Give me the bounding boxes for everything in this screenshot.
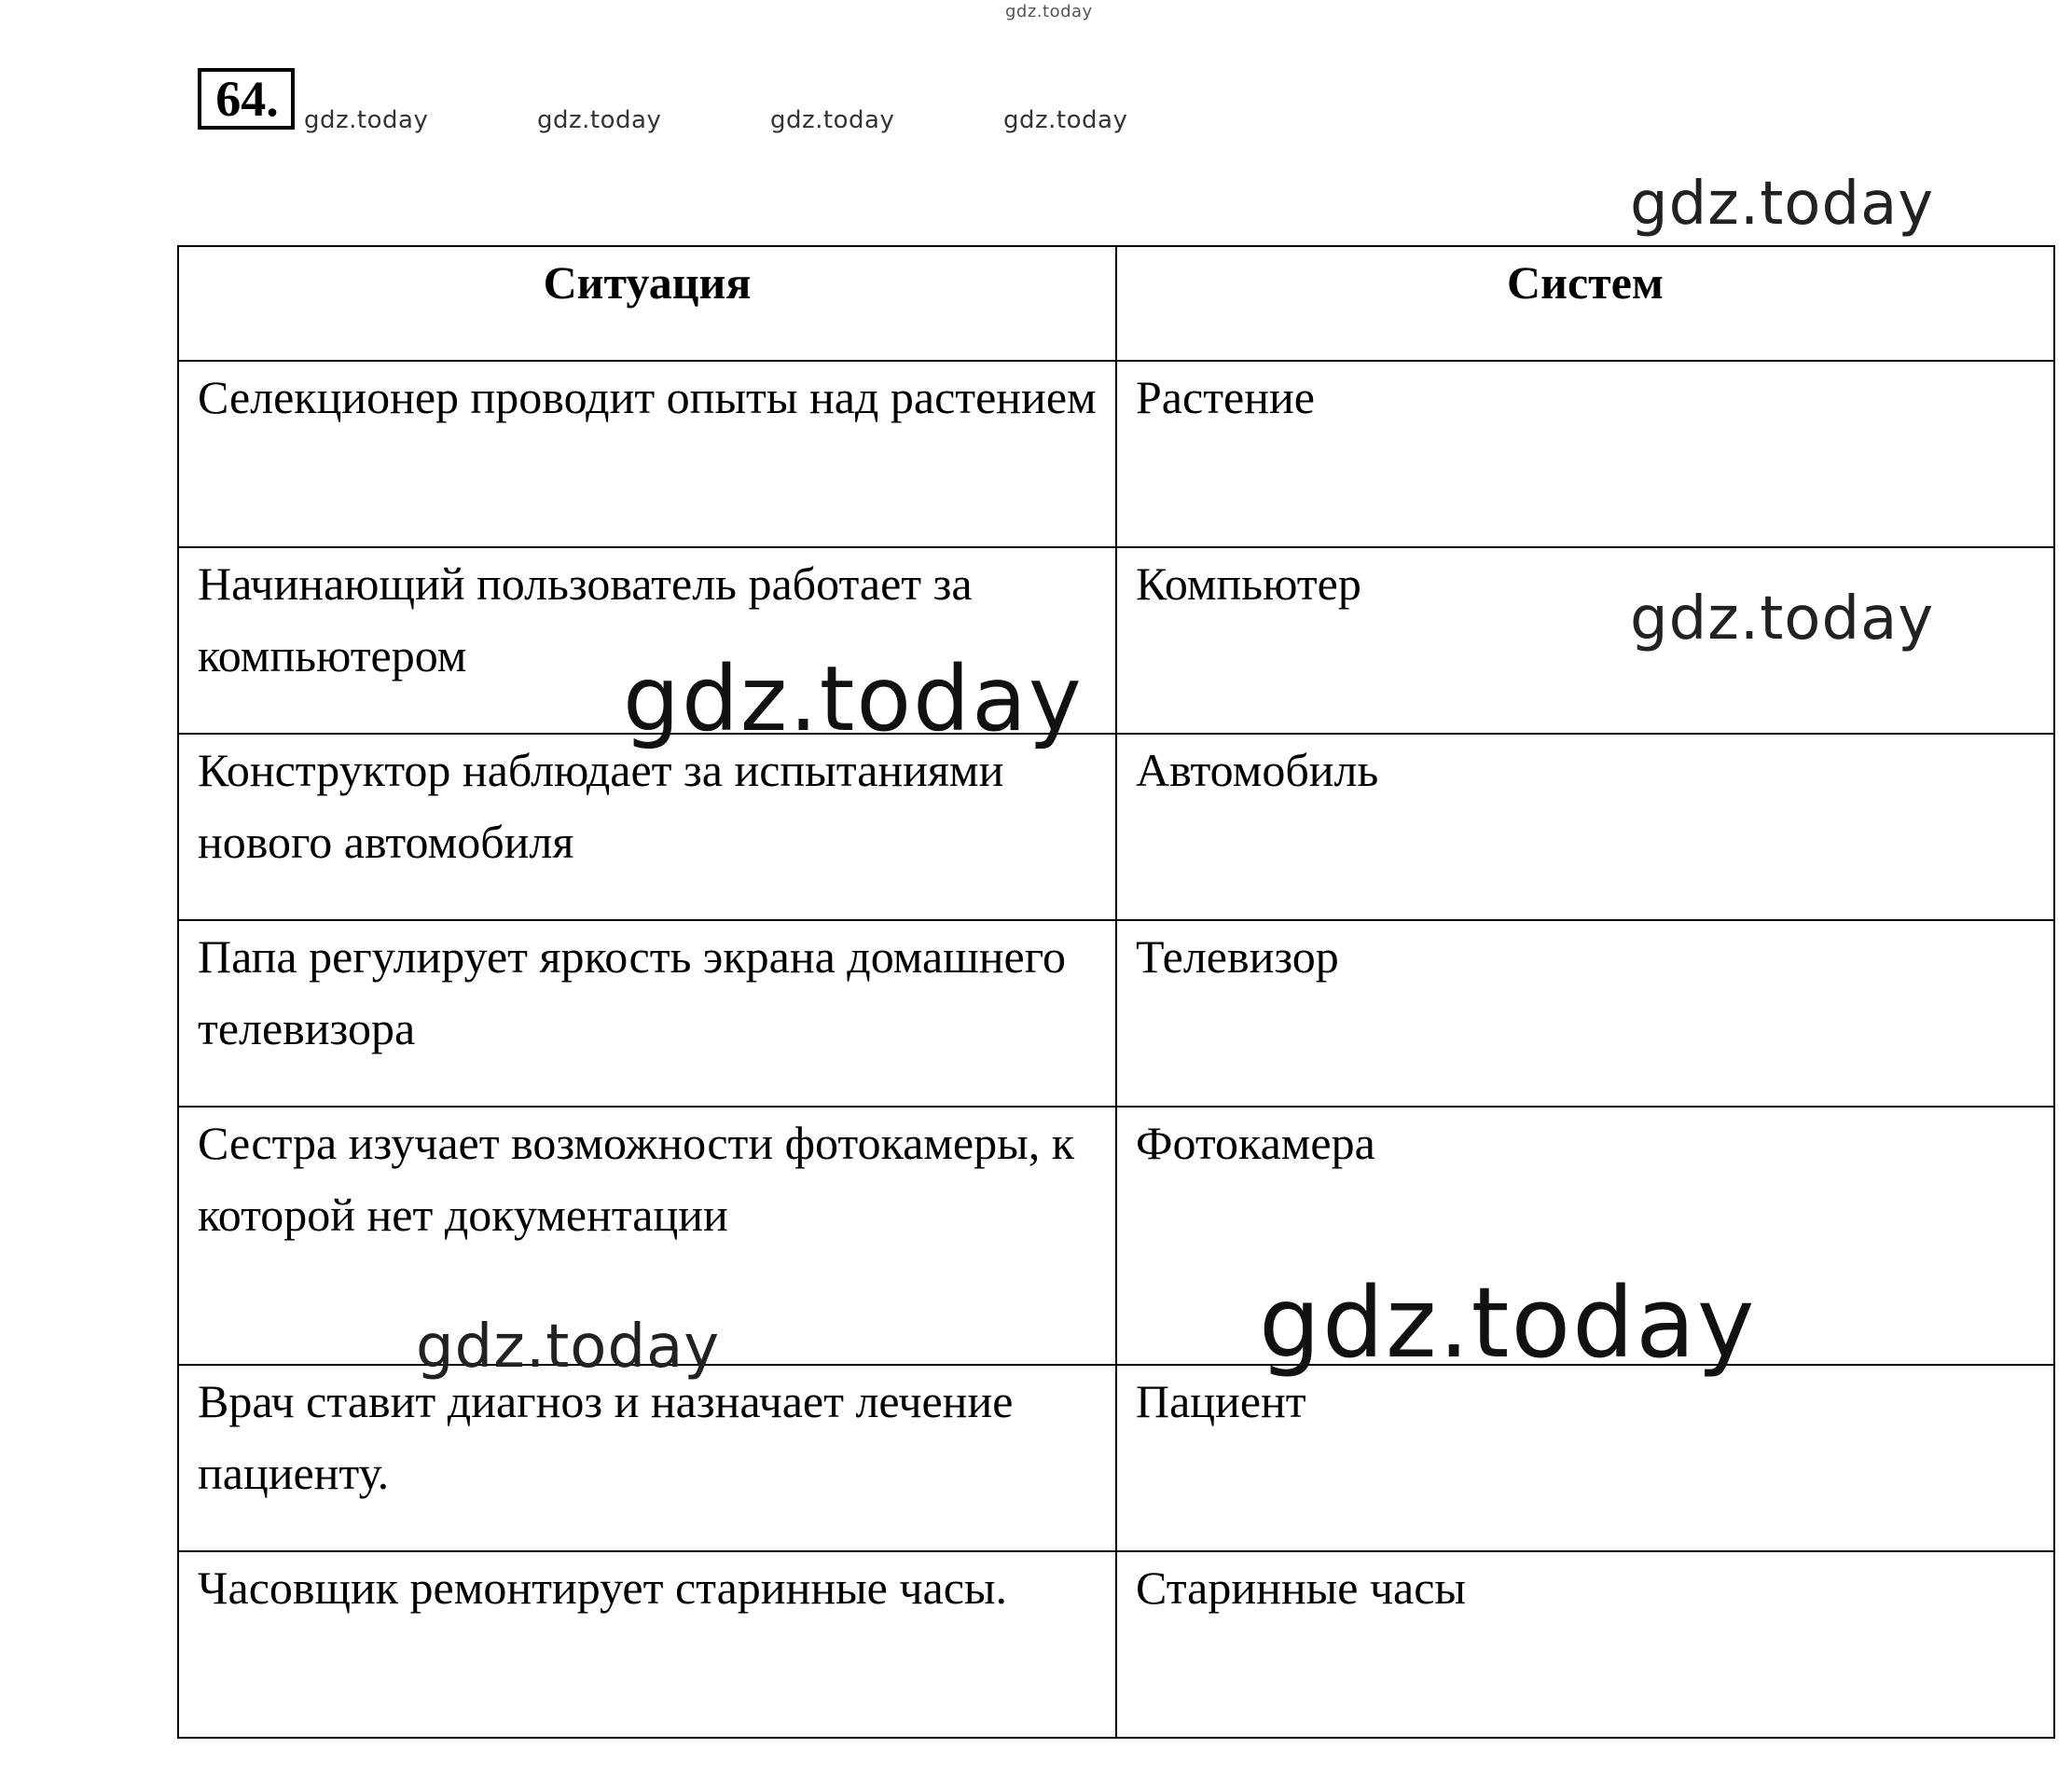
- watermark-header-4: gdz.today: [1003, 106, 1128, 134]
- table-row: [178, 1551, 2054, 1738]
- situation-cell: Врач ставит диагноз и назначает лечение пациенту.: [178, 1365, 1116, 1551]
- table-row: [178, 361, 2054, 547]
- situation-cell: Начинающий пользователь работает за компьютером: [178, 547, 1116, 734]
- watermark-center: gdz.today: [623, 647, 1084, 751]
- watermark-header-2: gdz.today: [537, 106, 662, 134]
- table-header-row: [178, 246, 2054, 361]
- table-row: [178, 1365, 2054, 1551]
- watermark-top: gdz.today: [1005, 2, 1093, 21]
- system-cell: Компьютер: [1116, 547, 2054, 734]
- situation-cell: Сестра изучает возможности фотокамеры, к которой нет документации: [178, 1107, 1116, 1365]
- system-cell: Автомобиль: [1116, 734, 2054, 920]
- system-cell: Пациент: [1116, 1365, 2054, 1551]
- system-cell: Телевизор: [1116, 920, 2054, 1107]
- watermark-right-low: gdz.today: [1259, 1266, 1757, 1380]
- task-number: 64.: [198, 68, 295, 130]
- situation-cell: Часовщик ремонтирует старинные часы.: [178, 1551, 1116, 1738]
- watermark-right-mid: gdz.today: [1630, 585, 1935, 654]
- watermark-top-right: gdz.today: [1630, 170, 1935, 239]
- system-cell: Фотокамера: [1116, 1107, 2054, 1365]
- table-row: [178, 734, 2054, 920]
- system-cell: Старинные часы: [1116, 1551, 2054, 1738]
- watermark-header-1: gdz.today: [304, 106, 429, 134]
- header-system: Систем: [1116, 246, 2054, 361]
- situation-cell: Папа регулирует яркость экрана домашнего телевизора: [178, 920, 1116, 1107]
- watermark-left-low: gdz.today: [416, 1313, 721, 1382]
- system-cell: Растение: [1116, 361, 2054, 547]
- table-row: [178, 920, 2054, 1107]
- watermark-header-3: gdz.today: [770, 106, 895, 134]
- situation-cell: Конструктор наблюдает за испытаниями нового автомобиля: [178, 734, 1116, 920]
- situation-system-table: [177, 245, 2055, 1739]
- header-situation: Ситуация: [178, 246, 1116, 361]
- situation-cell: Селекционер проводит опыты над растением: [178, 361, 1116, 547]
